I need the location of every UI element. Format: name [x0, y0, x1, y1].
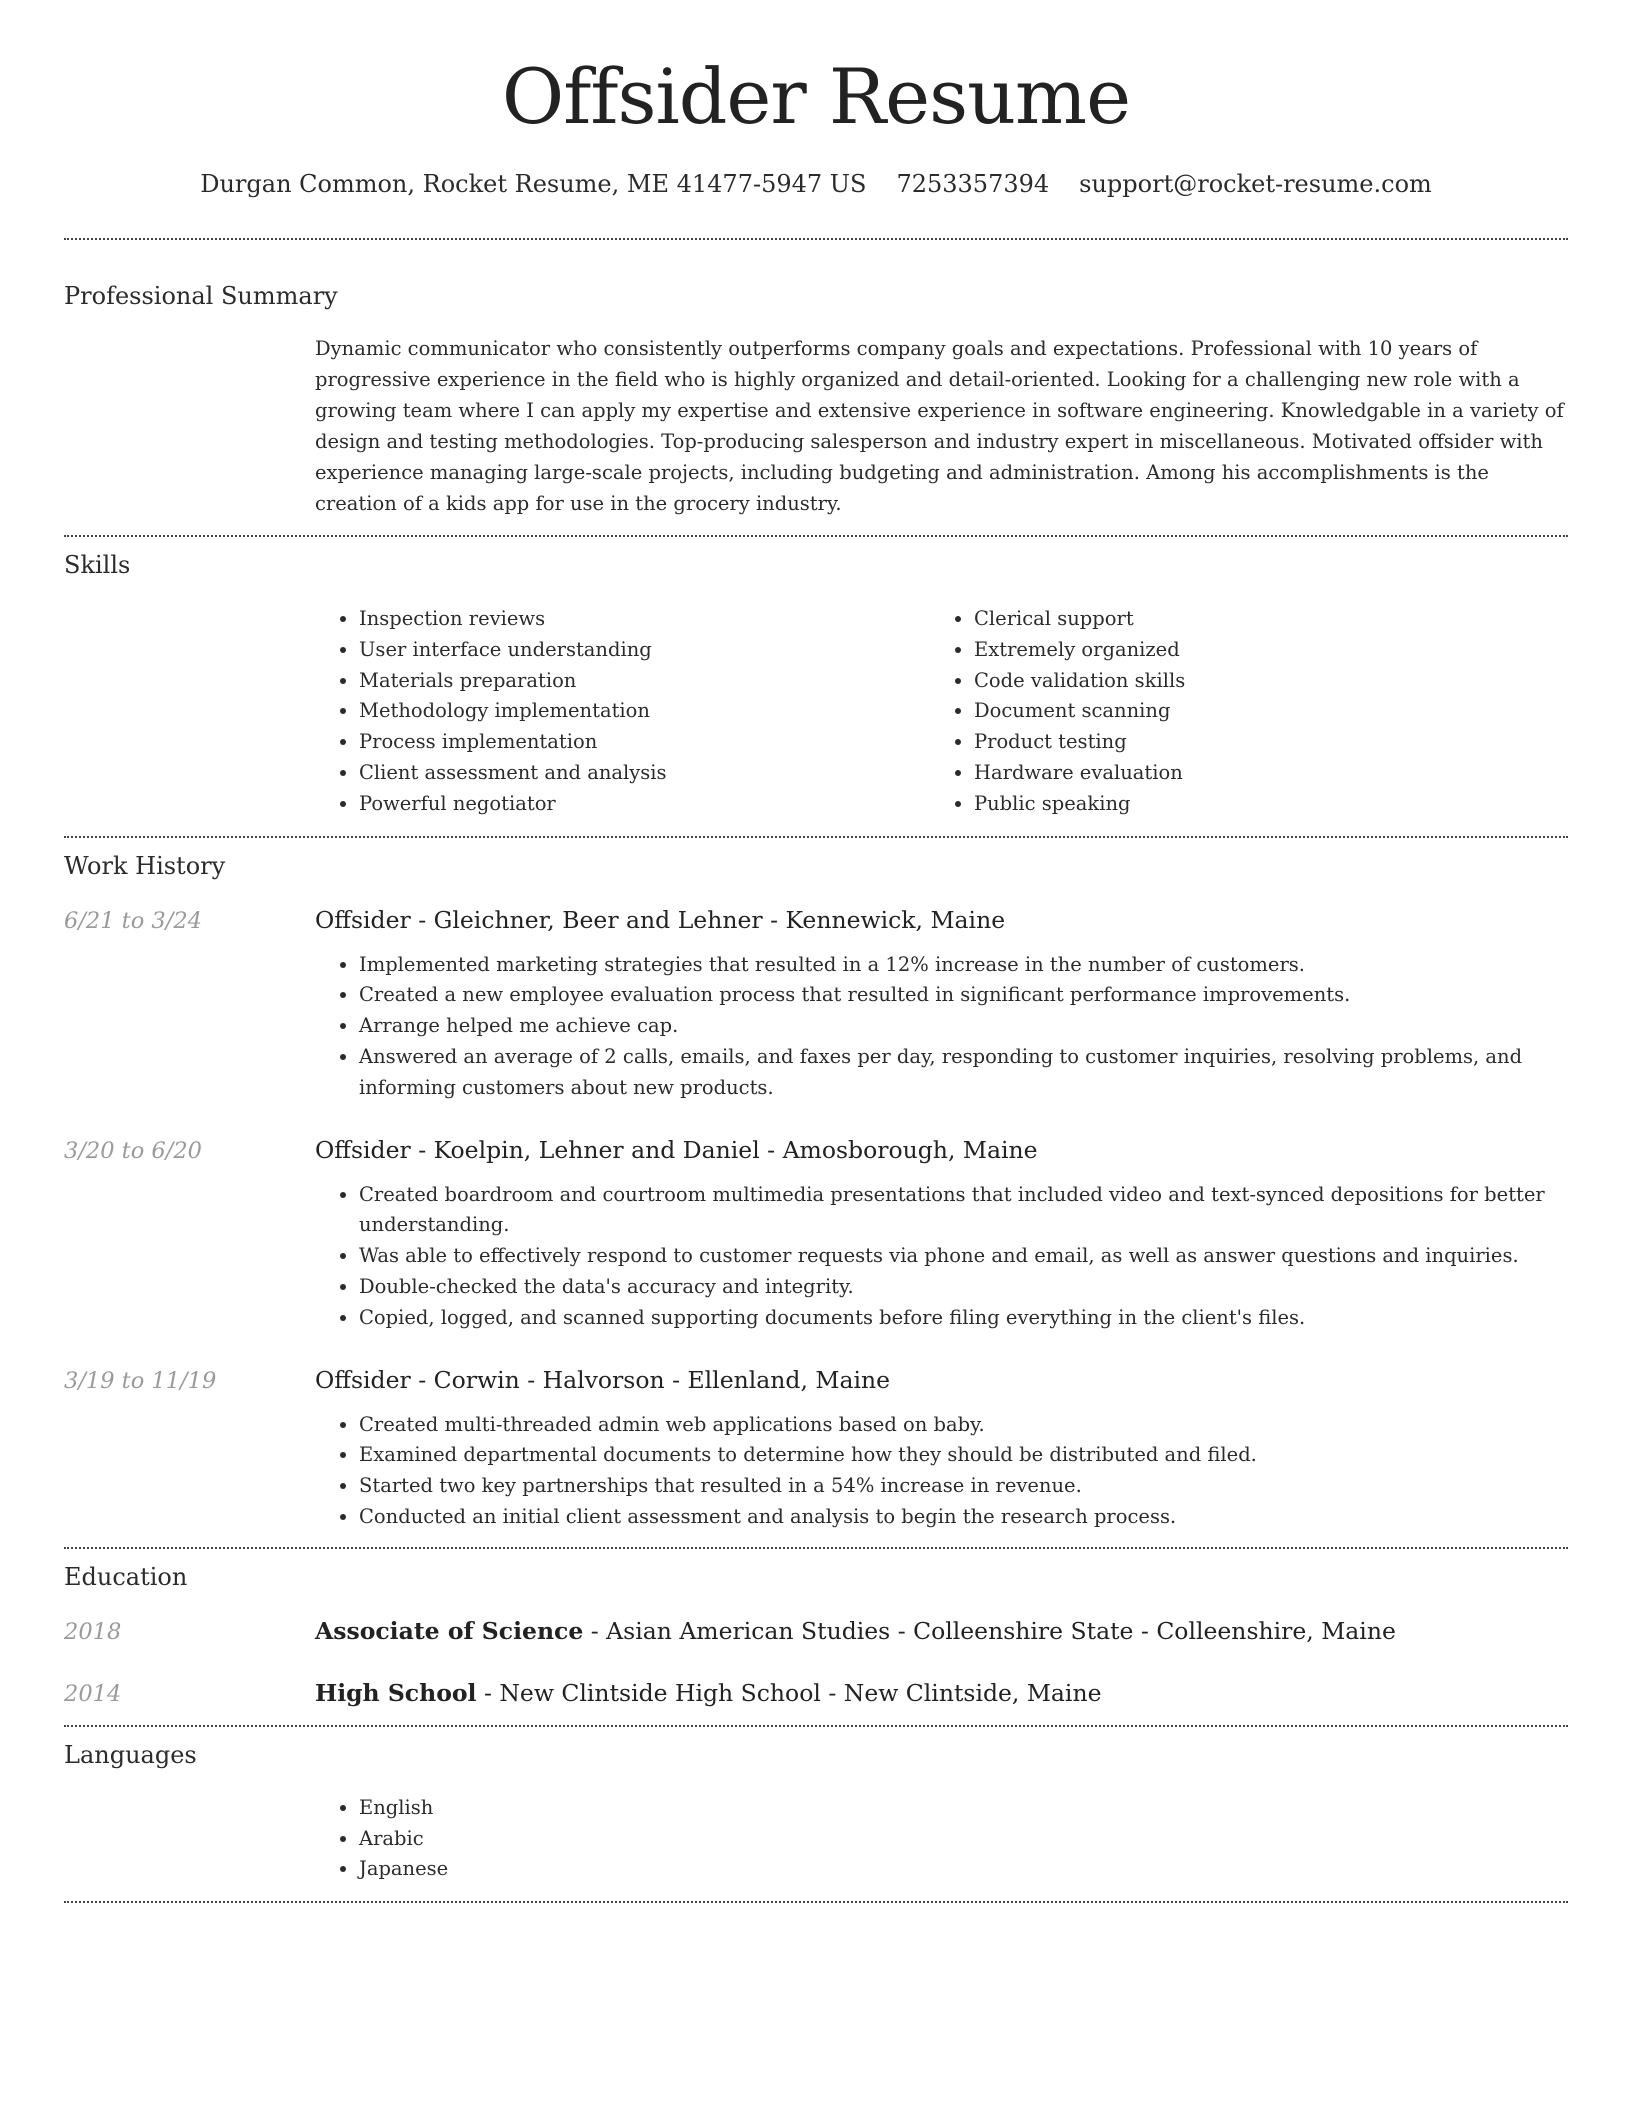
job-duty: • Conducted an initial client assessment and analysis to begin the research process. — [359, 1502, 1568, 1533]
job-duties — [315, 1180, 1568, 1334]
contact-address: Durgan Common, Rocket Resume, ME 41477-5947 US — [200, 170, 867, 198]
skill-item: • Clerical support — [974, 604, 1545, 635]
education-year: 2014 — [64, 1680, 122, 1707]
education-school: - New Clintside High School - New Clintside, Maine — [476, 1678, 1102, 1707]
section-divider — [64, 1725, 1568, 1727]
job-duty: • Started two key partnerships that resulted in a 54% increase in revenue. — [359, 1471, 1568, 1502]
skill-item: • Client assessment and analysis — [359, 758, 930, 789]
job-title: Offsider - Corwin - Halvorson - Ellenland, Maine — [315, 1365, 891, 1394]
language-item: • Japanese — [359, 1854, 1568, 1885]
skill-item: • Public speaking — [974, 789, 1545, 820]
section-title-languages: Languages — [64, 1740, 197, 1769]
skill-item: • Extremely organized — [974, 635, 1545, 666]
job-duty: • Created boardroom and courtroom multimedia presentations that included video and text-synced depositions for better understanding. — [359, 1180, 1568, 1242]
skills-column-right — [930, 604, 1545, 820]
contact-line — [64, 166, 1568, 202]
job-duty: • Was able to effectively respond to customer requests via phone and email, as well as answer questions and inquiries. — [359, 1241, 1568, 1272]
job-entry — [64, 906, 1568, 1104]
job-duty: • Double-checked the data's accuracy and integrity. — [359, 1272, 1568, 1303]
skill-item: • Document scanning — [974, 696, 1545, 727]
job-dates: 6/21 to 3/24 — [64, 907, 202, 934]
job-duties — [315, 1410, 1568, 1533]
skill-item: • User interface understanding — [359, 635, 930, 666]
skill-item: • Methodology implementation — [359, 696, 930, 727]
education-entry — [64, 1679, 1568, 1707]
job-duty: • Created multi-threaded admin web applications based on baby. — [359, 1410, 1568, 1441]
job-dates: 3/20 to 6/20 — [64, 1137, 202, 1164]
languages-list — [315, 1793, 1568, 1885]
job-duty: • Implemented marketing strategies that resulted in a 12% increase in the number of customers. — [359, 950, 1568, 981]
skill-item: • Product testing — [974, 727, 1545, 758]
education-degree: High School — [315, 1678, 477, 1707]
section-divider — [64, 836, 1568, 838]
summary-text: Dynamic communicator who consistently outperforms company goals and expectations. Professional with 10 years of progressive experience in the field who is highly organized and detail-oriented. Looking for a challenging new role with a growing team where I can apply my expertise and extensive experience in software engineering. Knowledgable in a variety of design and testing methodologies. Top-producing salesperson and industry expert in miscellaneous. Motivated offsider with experience managing large-scale projects, including budgeting and administration. Among his accomplishments is the creation of a kids app for use in the grocery industry. — [315, 337, 1564, 515]
job-header — [64, 1366, 1568, 1394]
education-entry — [64, 1617, 1568, 1645]
skills-column-left — [315, 604, 930, 820]
education-degree: Associate of Science — [315, 1616, 584, 1645]
skill-item: • Inspection reviews — [359, 604, 930, 635]
contact-email: support@rocket-resume.com — [1079, 170, 1432, 198]
section-divider — [64, 535, 1568, 537]
section-divider — [64, 238, 1568, 240]
job-duty: • Arrange helped me achieve cap. — [359, 1011, 1568, 1042]
skills-list — [315, 604, 1568, 820]
language-item: • English — [359, 1793, 1568, 1824]
skill-item: • Process implementation — [359, 727, 930, 758]
section-divider — [64, 1901, 1568, 1903]
resume-page — [64, 0, 1568, 1903]
job-header — [64, 906, 1568, 934]
education-school: - Asian American Studies - Colleenshire State - Colleenshire, Maine — [583, 1616, 1396, 1645]
job-title: Offsider - Koelpin, Lehner and Daniel - Amosborough, Maine — [315, 1135, 1038, 1164]
contact-phone: 7253357394 — [896, 170, 1050, 198]
job-duties — [315, 950, 1568, 1104]
skill-item: • Hardware evaluation — [974, 758, 1545, 789]
job-header — [64, 1136, 1568, 1164]
education-details — [315, 1617, 1396, 1645]
job-duty: • Copied, logged, and scanned supporting documents before filing everything in the client's files. — [359, 1303, 1568, 1334]
section-title-summary: Professional Summary — [64, 282, 338, 310]
job-entry — [64, 1366, 1568, 1533]
skill-item: • Materials preparation — [359, 666, 930, 697]
job-duty: • Created a new employee evaluation process that resulted in significant performance improvements. — [359, 980, 1568, 1011]
education-details — [315, 1679, 1102, 1707]
section-divider — [64, 1547, 1568, 1549]
language-item: • Arabic — [359, 1824, 1568, 1855]
job-entry — [64, 1136, 1568, 1334]
job-dates: 3/19 to 11/19 — [64, 1367, 217, 1394]
section-title-work: Work History — [64, 851, 226, 880]
skill-item: • Code validation skills — [974, 666, 1545, 697]
education-year: 2018 — [64, 1618, 122, 1645]
job-duty: • Answered an average of 2 calls, emails, and faxes per day, responding to customer inquiries, resolving problems, and informing customers about new products. — [359, 1042, 1568, 1104]
job-duty: • Examined departmental documents to determine how they should be distributed and filed. — [359, 1440, 1568, 1471]
section-title-skills: Skills — [64, 551, 131, 579]
job-title: Offsider - Gleichner, Beer and Lehner - Kennewick, Maine — [315, 905, 1006, 934]
section-title-education: Education — [64, 1562, 188, 1591]
skill-item: • Powerful negotiator — [359, 789, 930, 820]
resume-name: Offsider Resume — [501, 52, 1131, 141]
